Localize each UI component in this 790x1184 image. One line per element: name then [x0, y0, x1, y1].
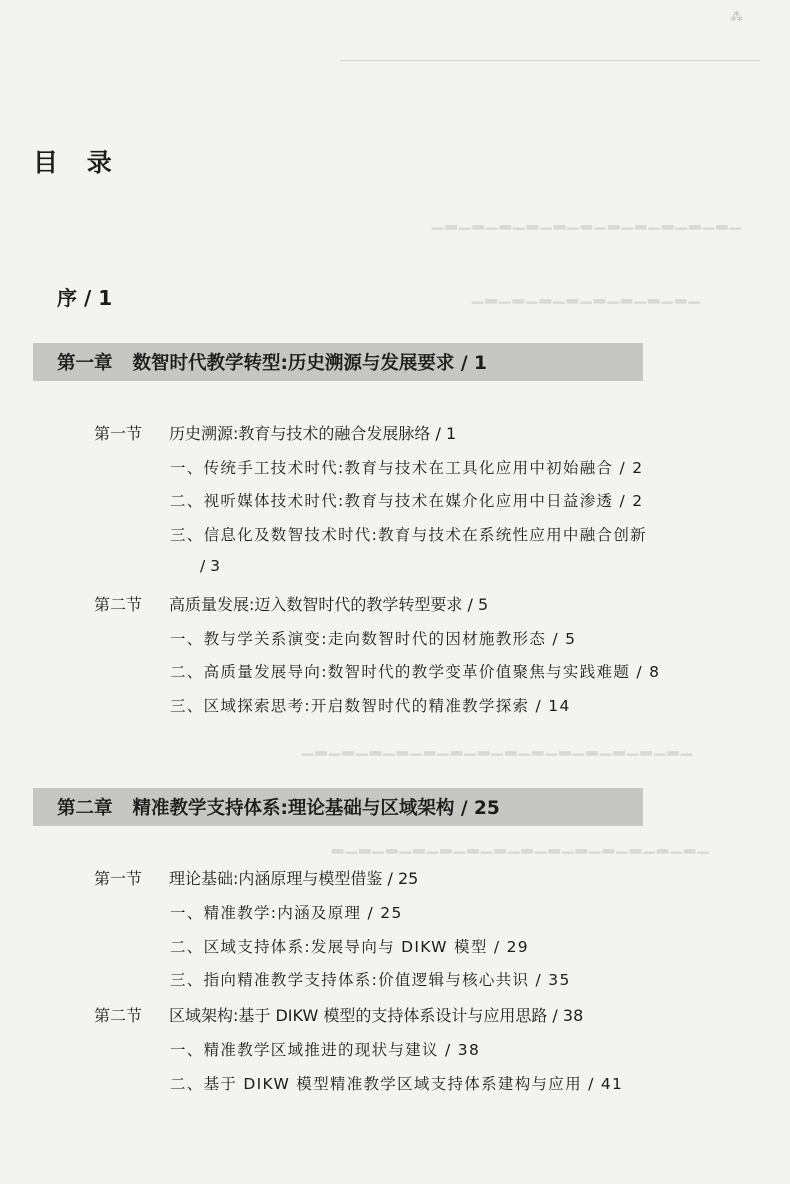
section-heading — [94, 592, 488, 615]
chapter-title: 精准教学支持体系:理论基础与区域架构 / 25 — [132, 798, 500, 819]
section-label: 第一节 — [94, 424, 143, 443]
toc-entry: 三、区域探索思考:开启数智时代的精准教学探索 / 14 — [170, 697, 571, 715]
section-heading — [94, 1003, 583, 1026]
chapter-heading — [33, 788, 643, 826]
toc-entry: 二、视听媒体技术时代:教育与技术在媒介化应用中日益渗透 / 2 — [170, 492, 644, 510]
toc-entry: 一、精准教学:内涵及原理 / 25 — [170, 904, 403, 922]
section-label: 第二节 — [94, 1006, 143, 1025]
toc-entry: 三、信息化及数智技术时代:教育与技术在系统性应用中融合创新 — [170, 526, 647, 544]
section-heading — [94, 421, 456, 444]
section-title: 历史溯源:教育与技术的融合发展脉络 / 1 — [169, 424, 457, 443]
section-title: 区域架构:基于 DIKW 模型的支持体系设计与应用思路 / 38 — [169, 1006, 584, 1025]
toc-entry: 二、区域支持体系:发展导向与 DIKW 模型 / 29 — [170, 938, 529, 956]
chapter-label: 第二章 — [57, 798, 113, 819]
bleed-through: ▁▂▁▂▁▂▁▂▁▂▁▂▁▂▁▂▁▂▁▂▁▂▁ — [430, 212, 742, 230]
section-label: 第二节 — [94, 595, 143, 614]
bleed-through: ▁▂▁▂▁▂▁▂▁▂▁▂▁▂▁▂▁ — [470, 286, 701, 304]
section-title: 高质量发展:迈入数智时代的教学转型要求 / 5 — [169, 595, 489, 614]
toc-entry: 二、高质量发展导向:数智时代的教学变革价值聚焦与实践难题 / 8 — [170, 663, 661, 681]
chapter-heading — [33, 343, 643, 381]
section-title: 理论基础:内涵原理与模型借鉴 / 25 — [169, 869, 419, 888]
toc-entry-continuation: / 3 — [200, 557, 221, 575]
toc-entry: 三、指向精准教学支持体系:价值逻辑与核心共识 / 35 — [170, 971, 571, 989]
chapter-title: 数智时代教学转型:历史溯源与发展要求 / 1 — [132, 353, 487, 374]
toc-entry: 二、基于 DIKW 模型精准教学区域支持体系建构与应用 / 41 — [170, 1075, 624, 1093]
page-title: 目 录 — [33, 148, 122, 177]
header-rule — [340, 60, 760, 61]
bleed-through: ▁▂▁▂▁▂▁▂▁▂▁▂▁▂▁▂▁▂▁▂▁▂▁▂▁▂▁▂ — [330, 836, 709, 854]
section-label: 第一节 — [94, 869, 143, 888]
toc-entry: 一、教与学关系演变:走向数智时代的因材施教形态 / 5 — [170, 630, 577, 648]
toc-preface: 序 / 1 — [57, 286, 113, 310]
toc-entry: 一、传统手工技术时代:教育与技术在工具化应用中初始融合 / 2 — [170, 459, 644, 477]
bleed-through: ▁▂▁▂▁▂▁▂▁▂▁▂▁▂▁▂▁▂▁▂▁▂▁▂▁▂▁▂▁ — [300, 738, 693, 756]
corner-mark: ⁂ — [730, 10, 743, 25]
section-heading — [94, 866, 418, 889]
chapter-label: 第一章 — [57, 353, 113, 374]
toc-entry: 一、精准教学区域推进的现状与建议 / 38 — [170, 1041, 481, 1059]
